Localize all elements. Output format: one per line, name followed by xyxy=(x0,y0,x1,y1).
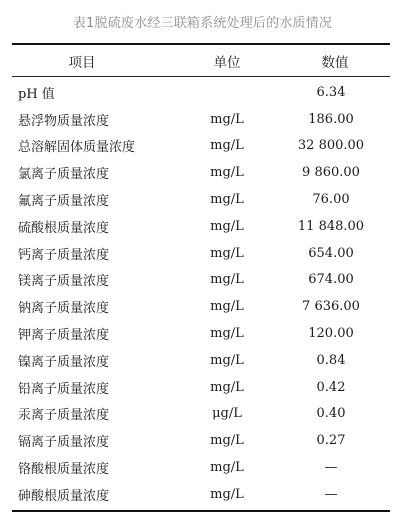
row-unit: mg/L xyxy=(210,299,244,315)
table-row xyxy=(12,320,390,347)
table-row xyxy=(12,401,390,428)
row-value: 654.00 xyxy=(308,245,354,261)
table-row xyxy=(12,106,390,133)
row-unit: mg/L xyxy=(210,460,244,476)
table-row xyxy=(12,481,390,508)
header-value: 数值 xyxy=(321,54,349,71)
row-unit: mg/L xyxy=(210,352,244,368)
row-unit: mg/L xyxy=(210,326,244,342)
row-item: 汞离子质量浓度 xyxy=(18,408,110,424)
row-value: 6.34 xyxy=(316,84,346,100)
row-value: 7 636.00 xyxy=(302,299,360,315)
row-value: 186.00 xyxy=(308,111,354,127)
row-unit: mg/L xyxy=(210,433,244,449)
row-item: 钠离子质量浓度 xyxy=(18,301,110,317)
row-value: 120.00 xyxy=(308,326,354,342)
row-item: 铬酸根质量浓度 xyxy=(18,462,110,478)
table-header-row xyxy=(12,45,390,76)
table-row xyxy=(12,427,390,454)
row-item: 镁离子质量浓度 xyxy=(18,274,110,290)
row-unit: mg/L xyxy=(210,138,244,154)
row-unit: mg/L xyxy=(210,165,244,181)
header-item: 项目 xyxy=(68,54,96,71)
table-caption: 表1脱硫废水经三联箱系统处理后的水质情况 xyxy=(72,16,333,31)
row-unit: μg/L xyxy=(212,406,242,422)
row-value: 0.27 xyxy=(316,433,346,449)
table-row xyxy=(12,267,390,294)
row-item: 砷酸根质量浓度 xyxy=(18,488,110,504)
row-item: 悬浮物质量浓度 xyxy=(18,113,110,129)
row-item: 氯离子质量浓度 xyxy=(18,167,110,183)
header-unit: 单位 xyxy=(213,54,241,71)
row-item: pH 值 xyxy=(18,86,55,102)
row-item: 氟离子质量浓度 xyxy=(18,194,110,210)
table-row xyxy=(12,213,390,240)
table-row xyxy=(12,186,390,213)
row-value: 32 800.00 xyxy=(297,138,365,154)
row-value: 0.42 xyxy=(316,379,346,395)
row-value: 11 848.00 xyxy=(297,218,365,234)
row-item: 镉离子质量浓度 xyxy=(18,435,110,451)
row-item: 镍离子质量浓度 xyxy=(18,354,110,370)
row-unit: mg/L xyxy=(210,379,244,395)
table-row xyxy=(12,159,390,186)
data-table xyxy=(12,43,390,512)
row-item: 钾离子质量浓度 xyxy=(18,328,110,344)
row-value: 9 860.00 xyxy=(302,165,360,181)
row-value: 0.84 xyxy=(316,352,346,368)
table-row xyxy=(12,347,390,374)
row-unit: mg/L xyxy=(210,245,244,261)
row-value: 0.40 xyxy=(316,406,346,422)
row-unit: mg/L xyxy=(210,486,244,502)
table-row xyxy=(12,133,390,160)
row-item: 硫酸根质量浓度 xyxy=(18,220,110,236)
row-item: 钙离子质量浓度 xyxy=(18,247,110,263)
row-value: 76.00 xyxy=(312,192,350,208)
row-item: 铅离子质量浓度 xyxy=(18,381,110,397)
table-body xyxy=(12,77,390,510)
row-unit: mg/L xyxy=(210,272,244,288)
row-unit: mg/L xyxy=(210,111,244,127)
table-row xyxy=(12,79,390,106)
row-unit: mg/L xyxy=(210,218,244,234)
row-unit: mg/L xyxy=(210,192,244,208)
row-value: 674.00 xyxy=(308,272,354,288)
table-row xyxy=(12,293,390,320)
row-item: 总溶解固体质量浓度 xyxy=(18,140,136,156)
row-value: — xyxy=(324,460,338,476)
table-row xyxy=(12,454,390,481)
table-bottom-rule xyxy=(12,510,390,512)
row-value: — xyxy=(324,486,338,502)
table-row xyxy=(12,374,390,401)
table-row xyxy=(12,240,390,267)
